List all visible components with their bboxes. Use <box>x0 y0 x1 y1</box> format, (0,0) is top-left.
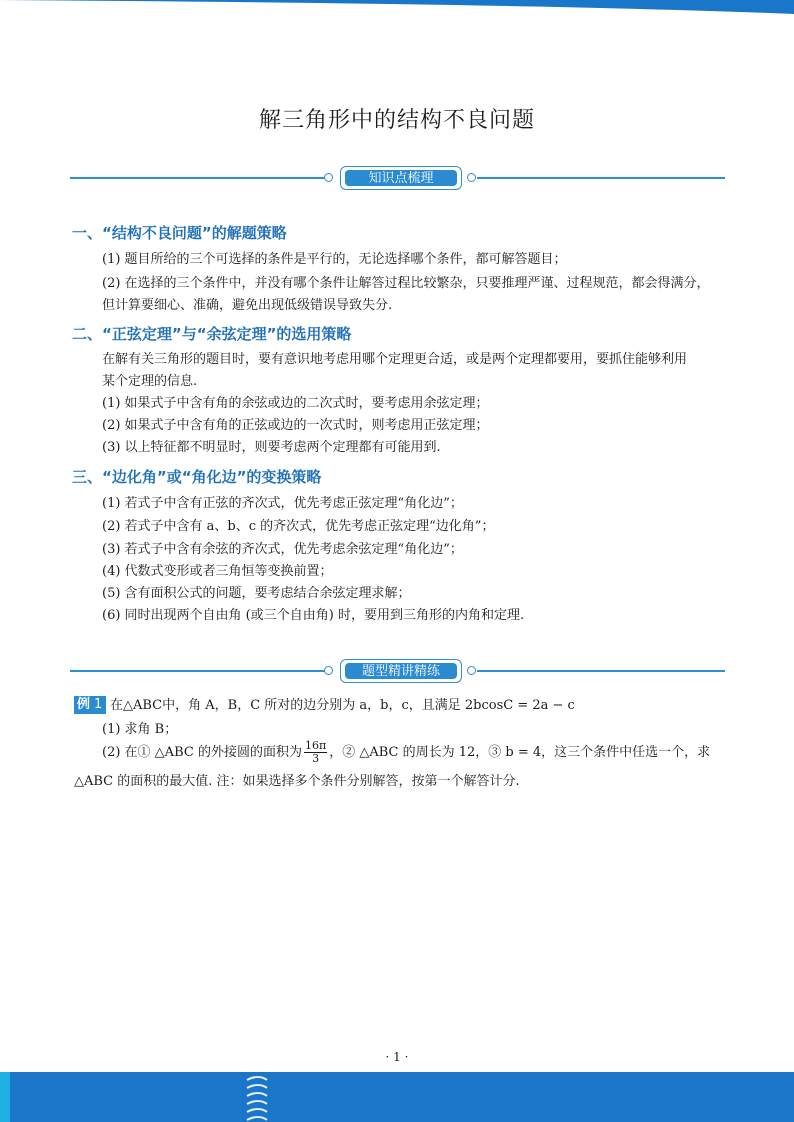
text-line: (5) 含有面积公式的问题，要考虑结合余弦定理求解； <box>102 586 411 601</box>
page-title: 解三角形中的结构不良问题 <box>258 108 535 133</box>
text-line: 但计算要细心、准确，避免出现低级错误导致失分. <box>102 298 393 313</box>
example-question: 在△ABC中，角 A，B，C 所对的边分别为 a，b，c，且满足 2bcosC = 2a − c <box>110 698 575 713</box>
text-line: (2) 在选择的三个条件中，并没有哪个条件让解答过程比较繁杂，只要推理严谨、过程规范，都会得满分， <box>102 276 710 291</box>
text-line: (1) 题目所给的三个可选择的条件是平行的，无论选择哪个条件，都可解答题目； <box>102 252 567 267</box>
section-heading-2: 二、“正弦定理”与“余弦定理”的选用策略 <box>72 325 352 343</box>
page-number: · 1 · <box>385 1050 409 1064</box>
text-line: (2) 若式子中含有 a、b、c 的齐次式，优先考虑正弦定理“边化角”； <box>102 519 495 534</box>
fraction: $\frac{16\pi}{3}$ <box>304 739 327 765</box>
text-line: (3) 以上特征都不明显时，则要考虑两个定理都有可能用到. <box>102 440 441 455</box>
text-line: (6) 同时出现两个自由角 (或三个自由角) 时，要用到三角形的内角和定理. <box>102 608 525 623</box>
banner-label: 知识点梳理 <box>345 170 457 186</box>
section-heading-1: 一、“结构不良问题”的解题策略 <box>72 224 287 242</box>
top-decoration <box>0 0 794 18</box>
example-part-1: (1) 求角 B； <box>102 722 178 737</box>
text-line: 某个定理的信息. <box>102 374 198 389</box>
text-line: (2) 如果式子中含有角的正弦或边的一次式时，则考虑用正弦定理； <box>102 418 489 433</box>
text-line: 在解有关三角形的题目时，要有意识地考虑用哪个定理更合适，或是两个定理都要用，要抓住能够利用 <box>102 352 688 367</box>
text-line: (4) 代数式变形或者三角恒等变换前置； <box>102 564 333 579</box>
example-badge: 例 1 <box>74 696 106 714</box>
binding-spiral-icon <box>244 1074 270 1122</box>
text-line: (1) 如果式子中含有角的余弦或边的二次式时，要考虑用余弦定理； <box>102 396 489 411</box>
text-line: (3) 若式子中含有余弦的齐次式，优先考虑余弦定理“角化边”； <box>102 542 463 557</box>
example-part-2-cont: △ABC 的面积的最大值. 注：如果选择多个条件分别解答，按第一个解答计分. <box>74 774 520 789</box>
footer-bar <box>0 1072 794 1122</box>
section-banner-knowledge <box>70 166 725 190</box>
text-line: (1) 若式子中含有正弦的齐次式，优先考虑正弦定理“角化边”； <box>102 496 463 511</box>
example-part-2: (2) 在① △ABC 的外接圆的面积为 $\frac{16\pi}{3}$ ，② △ABC 的周长为 12，③ b = 4，这三个条件中任选一个，求 <box>102 739 711 765</box>
section-banner-examples <box>70 659 725 683</box>
banner-label: 题型精讲精练 <box>345 663 457 679</box>
section-heading-3: 三、“边化角”或“角化边”的变换策略 <box>72 468 322 486</box>
